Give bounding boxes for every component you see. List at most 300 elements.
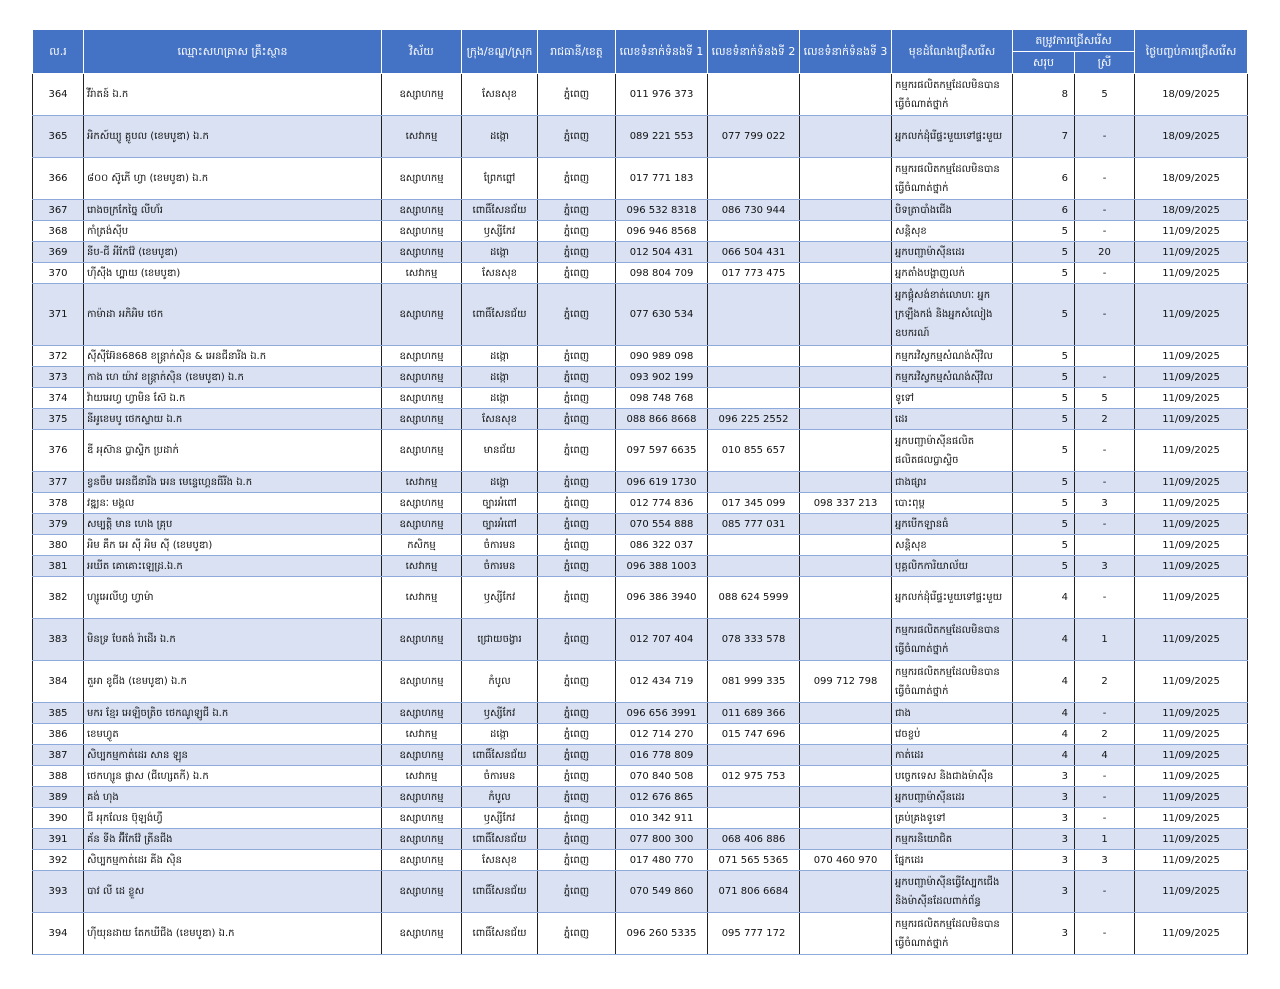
row-phone1: 096 656 3991 <box>616 703 708 724</box>
row-female: - <box>1075 158 1135 200</box>
row-phone2: 081 999 335 <box>708 661 800 703</box>
row-deadline: 11/09/2025 <box>1135 577 1248 619</box>
row-company: បាវ លី ដេ ខ្លួស <box>84 871 382 913</box>
row-no: 371 <box>33 284 84 346</box>
row-no: 385 <box>33 703 84 724</box>
row-district: កំបូល <box>462 661 538 703</box>
row-phone3 <box>800 577 892 619</box>
header-total: សរុប <box>1013 52 1075 74</box>
row-phone1: 070 840 508 <box>616 766 708 787</box>
row-phone1: 097 597 6635 <box>616 430 708 472</box>
row-company: ជី អុកលែន ប៊ុឡង់ហ្វឺ <box>84 808 382 829</box>
header-phone3: លេខទំនាក់ទំនងទី 3 <box>800 30 892 74</box>
row-phone2: 017 773 475 <box>708 263 800 284</box>
row-phone1: 088 866 8668 <box>616 409 708 430</box>
row-phone2 <box>708 346 800 367</box>
row-district: ច្បារអំពៅ <box>462 493 538 514</box>
row-position: វេចខ្ចប់ <box>892 724 1013 745</box>
row-district: សែនសុខ <box>462 74 538 116</box>
row-district: ច្បារអំពៅ <box>462 514 538 535</box>
row-total: 4 <box>1013 703 1075 724</box>
row-phone3 <box>800 409 892 430</box>
row-female: - <box>1075 703 1135 724</box>
row-position: ផ្នែកដេរ <box>892 850 1013 871</box>
row-district: ព្រែកព្នៅ <box>462 158 538 200</box>
row-province: ភ្នំពេញ <box>538 703 616 724</box>
row-female: - <box>1075 263 1135 284</box>
row-province: ភ្នំពេញ <box>538 787 616 808</box>
row-position: អ្នកបញ្ជាម៉ាស៊ីនធ្វើស្បែកជើង និងម៉ាស៊ីនដែលពាក់ព័ន្ធ <box>892 871 1013 913</box>
row-company: អិកស៍ឃ្យូ គ្លូបល (ខេមបូឌា) ឯ.ក <box>84 116 382 158</box>
row-phone3 <box>800 913 892 955</box>
row-company: ៨០០ ស៊ូភើ ហ្វា (ខេមបូឌា) ឯ.ក <box>84 158 382 200</box>
row-total: 5 <box>1013 388 1075 409</box>
row-sector: កសិកម្ម <box>382 535 462 556</box>
row-deadline: 18/09/2025 <box>1135 116 1248 158</box>
row-total: 5 <box>1013 242 1075 263</box>
row-province: ភ្នំពេញ <box>538 766 616 787</box>
table-row <box>33 200 1248 221</box>
row-female: 5 <box>1075 388 1135 409</box>
row-phone1: 010 342 911 <box>616 808 708 829</box>
table-row <box>33 556 1248 577</box>
row-company: អិម គឹក អេ ស៊ី អិម ស៊ី (ខេមបូឌា) <box>84 535 382 556</box>
row-phone3 <box>800 535 892 556</box>
row-deadline: 11/09/2025 <box>1135 472 1248 493</box>
row-deadline: 11/09/2025 <box>1135 535 1248 556</box>
row-sector: សេវាកម្ម <box>382 724 462 745</box>
header-position: មុខដំណែងជ្រើសរើស <box>892 30 1013 74</box>
row-position: អ្នកបើកឡានធំ <box>892 514 1013 535</box>
table-row <box>33 284 1248 346</box>
row-deadline: 11/09/2025 <box>1135 367 1248 388</box>
row-deadline: 11/09/2025 <box>1135 829 1248 850</box>
row-district: មានជ័យ <box>462 430 538 472</box>
row-phone3 <box>800 221 892 242</box>
table-row <box>33 913 1248 955</box>
row-province: ភ្នំពេញ <box>538 430 616 472</box>
row-phone1: 016 778 809 <box>616 745 708 766</box>
row-phone3 <box>800 871 892 913</box>
row-sector: សេវាកម្ម <box>382 263 462 284</box>
row-sector: ឧស្សាហកម្ម <box>382 514 462 535</box>
row-deadline: 11/09/2025 <box>1135 493 1248 514</box>
row-province: ភ្នំពេញ <box>538 116 616 158</box>
row-district: ដង្កោ <box>462 116 538 158</box>
row-no: 382 <box>33 577 84 619</box>
row-female: - <box>1075 284 1135 346</box>
row-total: 5 <box>1013 284 1075 346</box>
row-phone1: 012 676 865 <box>616 787 708 808</box>
row-total: 6 <box>1013 158 1075 200</box>
row-no: 393 <box>33 871 84 913</box>
row-no: 383 <box>33 619 84 661</box>
row-province: ភ្នំពេញ <box>538 745 616 766</box>
row-no: 389 <box>33 787 84 808</box>
row-no: 372 <box>33 346 84 367</box>
row-deadline: 11/09/2025 <box>1135 346 1248 367</box>
row-no: 365 <box>33 116 84 158</box>
row-province: ភ្នំពេញ <box>538 409 616 430</box>
row-total: 5 <box>1013 263 1075 284</box>
table-row <box>33 850 1248 871</box>
row-phone1: 096 619 1730 <box>616 472 708 493</box>
row-company: កាង ហេ យ៉ាវ ខន្រ្តាក់ស៊ិន (ខេមបូឌា) ឯ.ក <box>84 367 382 388</box>
row-phone3 <box>800 430 892 472</box>
row-phone2: 088 624 5999 <box>708 577 800 619</box>
row-female: - <box>1075 472 1135 493</box>
row-position: សន្តិសុខ <box>892 535 1013 556</box>
row-province: ភ្នំពេញ <box>538 346 616 367</box>
row-phone1: 070 549 860 <box>616 871 708 913</box>
table-row <box>33 619 1248 661</box>
row-total: 5 <box>1013 556 1075 577</box>
row-position: កម្មករវិស្វកម្មសំណង់ស៊ីវិល <box>892 367 1013 388</box>
row-no: 366 <box>33 158 84 200</box>
row-company: រោងចក្រកែច្នៃ លីហ័រ <box>84 200 382 221</box>
row-phone3 <box>800 472 892 493</box>
row-position: ជាងផ្សារ <box>892 472 1013 493</box>
row-phone2: 086 730 944 <box>708 200 800 221</box>
row-total: 8 <box>1013 74 1075 116</box>
job-vacancy-table <box>32 29 1248 955</box>
row-no: 377 <box>33 472 84 493</box>
row-total: 6 <box>1013 200 1075 221</box>
row-phone1: 012 434 719 <box>616 661 708 703</box>
row-phone2 <box>708 787 800 808</box>
row-no: 390 <box>33 808 84 829</box>
row-phone1: 077 800 300 <box>616 829 708 850</box>
row-phone2: 096 225 2552 <box>708 409 800 430</box>
row-province: ភ្នំពេញ <box>538 871 616 913</box>
row-company: នីអូខេមបូ ថេកស្ទាយ ឯ.ក <box>84 409 382 430</box>
row-position: អ្នកបញ្ជាម៉ាស៊ីនដេរ <box>892 787 1013 808</box>
row-total: 5 <box>1013 430 1075 472</box>
row-phone2 <box>708 221 800 242</box>
row-position: ដេរ <box>892 409 1013 430</box>
row-no: 379 <box>33 514 84 535</box>
row-province: ភ្នំពេញ <box>538 577 616 619</box>
row-deadline: 11/09/2025 <box>1135 766 1248 787</box>
row-company: កាម៉ាដា អភិអិម ថេក <box>84 284 382 346</box>
row-phone3 <box>800 388 892 409</box>
table-row <box>33 766 1248 787</box>
row-phone1: 098 804 709 <box>616 263 708 284</box>
row-deadline: 11/09/2025 <box>1135 221 1248 242</box>
row-company: សិប្បកម្មកាត់ដេរ សាន ឡុន <box>84 745 382 766</box>
row-no: 364 <box>33 74 84 116</box>
row-position: កម្មករផលិតកម្មដែលមិនបានធ្វើចំណាត់ថ្នាក់ <box>892 74 1013 116</box>
row-district: ដង្កោ <box>462 388 538 409</box>
row-phone1: 012 714 270 <box>616 724 708 745</box>
row-position: បច្ចេកទេស និងជាងម៉ាស៊ីន <box>892 766 1013 787</box>
row-phone1: 098 748 768 <box>616 388 708 409</box>
row-sector: ឧស្សាហកម្ម <box>382 346 462 367</box>
row-phone2: 071 565 5365 <box>708 850 800 871</box>
row-district: ឫស្សីកែវ <box>462 703 538 724</box>
row-total: 4 <box>1013 724 1075 745</box>
row-phone2 <box>708 556 800 577</box>
row-no: 374 <box>33 388 84 409</box>
row-position: អ្នកបញ្ជាម៉ាស៊ីនដេរ <box>892 242 1013 263</box>
row-district: ចំការមន <box>462 766 538 787</box>
header-province: រាជធានី/ខេត្ត <box>538 30 616 74</box>
row-province: ភ្នំពេញ <box>538 242 616 263</box>
row-phone1: 096 532 8318 <box>616 200 708 221</box>
row-phone2: 078 333 578 <box>708 619 800 661</box>
row-position: សន្តិសុខ <box>892 221 1013 242</box>
row-phone2: 011 689 366 <box>708 703 800 724</box>
row-total: 5 <box>1013 346 1075 367</box>
row-no: 370 <box>33 263 84 284</box>
row-position: បោះពុម្ព <box>892 493 1013 514</box>
row-deadline: 11/09/2025 <box>1135 388 1248 409</box>
row-total: 5 <box>1013 472 1075 493</box>
row-company: ឌី អុស៊ាន ប្លាស្ទិក ប្រដាក់ <box>84 430 382 472</box>
row-position: អ្នកផ្គុំសង់ខាត់លោហៈ អ្នកក្រឡឹងកង់ និងអ្នកសំលៀងឧបករណ៍ <box>892 284 1013 346</box>
row-deadline: 11/09/2025 <box>1135 242 1248 263</box>
row-sector: ឧស្សាហកម្ម <box>382 158 462 200</box>
row-district: ដង្កោ <box>462 346 538 367</box>
row-female: 2 <box>1075 409 1135 430</box>
row-province: ភ្នំពេញ <box>538 850 616 871</box>
row-sector: ឧស្សាហកម្ម <box>382 388 462 409</box>
row-district: ចំការមន <box>462 535 538 556</box>
row-province: ភ្នំពេញ <box>538 74 616 116</box>
row-phone1: 017 480 770 <box>616 850 708 871</box>
row-phone3: 098 337 213 <box>800 493 892 514</box>
row-phone2: 012 975 753 <box>708 766 800 787</box>
row-deadline: 11/09/2025 <box>1135 284 1248 346</box>
row-position: កម្មករផលិតកម្មដែលមិនបានធ្វើចំណាត់ថ្នាក់ <box>892 913 1013 955</box>
table-row <box>33 577 1248 619</box>
row-phone1: 096 946 8568 <box>616 221 708 242</box>
table-row <box>33 745 1248 766</box>
row-deadline: 11/09/2025 <box>1135 263 1248 284</box>
row-phone3 <box>800 745 892 766</box>
row-sector: សេវាកម្ម <box>382 116 462 158</box>
row-phone2 <box>708 158 800 200</box>
row-female: 3 <box>1075 493 1135 514</box>
row-position: កាត់ដេរ <box>892 745 1013 766</box>
row-female: - <box>1075 808 1135 829</box>
row-position: អ្នកលក់ដុំរើផ្ទះមួយទៅផ្ទះមួយ <box>892 577 1013 619</box>
row-district: ដង្កោ <box>462 367 538 388</box>
row-no: 375 <box>33 409 84 430</box>
row-total: 5 <box>1013 367 1075 388</box>
row-no: 392 <box>33 850 84 871</box>
row-district: សែនសុខ <box>462 850 538 871</box>
header-district: ក្រុង/ខណ្ឌ/ស្រុក <box>462 30 538 74</box>
row-sector: ឧស្សាហកម្ម <box>382 913 462 955</box>
header-company: ឈ្មោះសហគ្រាស គ្រឹះស្ថាន <box>84 30 382 74</box>
row-female: 2 <box>1075 724 1135 745</box>
row-phone1: 012 504 431 <box>616 242 708 263</box>
row-total: 3 <box>1013 766 1075 787</box>
row-province: ភ្នំពេញ <box>538 556 616 577</box>
row-female: 20 <box>1075 242 1135 263</box>
row-province: ភ្នំពេញ <box>538 367 616 388</box>
row-total: 4 <box>1013 745 1075 766</box>
row-district: ពោធិ៍សែនជ័យ <box>462 913 538 955</box>
row-phone3 <box>800 158 892 200</box>
row-phone2: 066 504 431 <box>708 242 800 263</box>
row-female: - <box>1075 514 1135 535</box>
row-province: ភ្នំពេញ <box>538 913 616 955</box>
row-female: - <box>1075 367 1135 388</box>
table-row <box>33 430 1248 472</box>
row-province: ភ្នំពេញ <box>538 619 616 661</box>
row-deadline: 11/09/2025 <box>1135 409 1248 430</box>
row-sector: ឧស្សាហកម្ម <box>382 409 462 430</box>
row-sector: ឧស្សាហកម្ម <box>382 619 462 661</box>
table-row <box>33 367 1248 388</box>
row-district: ឫស្សីកែវ <box>462 577 538 619</box>
row-sector: សេវាកម្ម <box>382 556 462 577</box>
row-total: 3 <box>1013 829 1075 850</box>
row-female: 3 <box>1075 850 1135 871</box>
row-position: កម្មករផលិតកម្មដែលមិនបានធ្វើចំណាត់ថ្នាក់ <box>892 661 1013 703</box>
row-company: វ៉ាយអេហ្វ ហ្វាមិន ស៊ែ ឯ.ក <box>84 388 382 409</box>
row-sector: សេវាកម្ម <box>382 766 462 787</box>
row-phone2 <box>708 472 800 493</box>
row-phone1: 089 221 553 <box>616 116 708 158</box>
table-row <box>33 116 1248 158</box>
row-company: ថេកហ្សូន ផ្លាស (ជីហ្សេតកី) ឯ.ក <box>84 766 382 787</box>
row-company: ហ៊ីស៊ីង ហ្គ្លាយ (ខេមបូឌា) <box>84 263 382 284</box>
row-province: ភ្នំពេញ <box>538 493 616 514</box>
row-phone3: 070 460 970 <box>800 850 892 871</box>
row-phone1: 012 707 404 <box>616 619 708 661</box>
row-no: 368 <box>33 221 84 242</box>
row-phone3 <box>800 74 892 116</box>
table-row <box>33 346 1248 367</box>
row-sector: ឧស្សាហកម្ម <box>382 703 462 724</box>
row-total: 7 <box>1013 116 1075 158</box>
row-deadline: 11/09/2025 <box>1135 703 1248 724</box>
row-female: - <box>1075 200 1135 221</box>
row-phone2: 095 777 172 <box>708 913 800 955</box>
row-company: តួអា ខូជីង (ខេមបូឌា) ឯ.ក <box>84 661 382 703</box>
row-province: ភ្នំពេញ <box>538 829 616 850</box>
row-phone2 <box>708 388 800 409</box>
row-province: ភ្នំពេញ <box>538 388 616 409</box>
row-female: - <box>1075 913 1135 955</box>
row-female: 4 <box>1075 745 1135 766</box>
row-female <box>1075 535 1135 556</box>
row-company: ខ្វនចឹម អេនជីនារីង អេន មេន្ទេហ្គេនធីរីង ឯ.ក <box>84 472 382 493</box>
row-district: សែនសុខ <box>462 409 538 430</box>
row-sector: ឧស្សាហកម្ម <box>382 493 462 514</box>
row-sector: ឧស្សាហកម្ម <box>382 284 462 346</box>
row-no: 376 <box>33 430 84 472</box>
table-row <box>33 409 1248 430</box>
row-district: ដង្កោ <box>462 724 538 745</box>
row-total: 5 <box>1013 514 1075 535</box>
row-province: ភ្នំពេញ <box>538 661 616 703</box>
row-total: 3 <box>1013 913 1075 955</box>
row-position: អ្នកលក់ដុំរើផ្ទះមួយទៅផ្ទះមួយ <box>892 116 1013 158</box>
row-province: ភ្នំពេញ <box>538 535 616 556</box>
row-deadline: 11/09/2025 <box>1135 514 1248 535</box>
row-company: មករ ខ្មែរ អេឡិចត្រិច ថេកណូឡូជី ឯ.ក <box>84 703 382 724</box>
row-no: 387 <box>33 745 84 766</box>
row-deadline: 11/09/2025 <box>1135 619 1248 661</box>
row-sector: ឧស្សាហកម្ម <box>382 871 462 913</box>
row-company: ស៊ីស៊ីអ៊ែន6868 ខន្រ្តាក់ស៊ិន & អេនជីនារីង ឯ.ក <box>84 346 382 367</box>
row-phone2: 077 799 022 <box>708 116 800 158</box>
row-sector: ឧស្សាហកម្ម <box>382 808 462 829</box>
row-deadline: 11/09/2025 <box>1135 787 1248 808</box>
row-phone2: 071 806 6684 <box>708 871 800 913</box>
row-sector: ឧស្សាហកម្ម <box>382 221 462 242</box>
row-total: 3 <box>1013 871 1075 913</box>
table-row <box>33 493 1248 514</box>
row-phone1: 017 771 183 <box>616 158 708 200</box>
row-province: ភ្នំពេញ <box>538 263 616 284</box>
row-district: ចំការមន <box>462 556 538 577</box>
row-phone1: 096 260 5335 <box>616 913 708 955</box>
row-phone1: 096 388 1003 <box>616 556 708 577</box>
table-row <box>33 808 1248 829</box>
row-sector: សេវាកម្ម <box>382 577 462 619</box>
row-company: សម្បត្តិ មាន ហេង គ្រុប <box>84 514 382 535</box>
row-no: 369 <box>33 242 84 263</box>
table-row <box>33 388 1248 409</box>
row-sector: ឧស្សាហកម្ម <box>382 829 462 850</box>
row-phone2: 017 345 099 <box>708 493 800 514</box>
row-position: ទូទៅ <box>892 388 1013 409</box>
table-row <box>33 242 1248 263</box>
table-row <box>33 221 1248 242</box>
row-phone3 <box>800 367 892 388</box>
row-phone3 <box>800 263 892 284</box>
row-female: - <box>1075 116 1135 158</box>
row-district: ឫស្សីកែវ <box>462 221 538 242</box>
table-row <box>33 263 1248 284</box>
header-sector: វិស័យ <box>382 30 462 74</box>
row-company: គ័ន ទីង អ៊ីកែវ៉ែ ត្រីនជីង <box>84 829 382 850</box>
row-total: 5 <box>1013 221 1075 242</box>
row-no: 380 <box>33 535 84 556</box>
row-province: ភ្នំពេញ <box>538 724 616 745</box>
row-position: បិទត្រាបាំងជើង <box>892 200 1013 221</box>
row-province: ភ្នំពេញ <box>538 808 616 829</box>
row-phone3 <box>800 284 892 346</box>
row-total: 5 <box>1013 535 1075 556</box>
table-row <box>33 74 1248 116</box>
row-province: ភ្នំពេញ <box>538 284 616 346</box>
row-deadline: 11/09/2025 <box>1135 871 1248 913</box>
row-province: ភ្នំពេញ <box>538 472 616 493</box>
row-female: - <box>1075 871 1135 913</box>
row-sector: ឧស្សាហកម្ម <box>382 367 462 388</box>
row-province: ភ្នំពេញ <box>538 221 616 242</box>
row-total: 4 <box>1013 619 1075 661</box>
row-company: វឌ្ឍនៈ មង្គល <box>84 493 382 514</box>
row-sector: ឧស្សាហកម្ម <box>382 242 462 263</box>
header-need: តម្រូវការជ្រើសរើស <box>1013 30 1135 52</box>
row-female: 5 <box>1075 74 1135 116</box>
row-phone3 <box>800 242 892 263</box>
row-sector: ឧស្សាហកម្ម <box>382 745 462 766</box>
row-phone3 <box>800 703 892 724</box>
row-company: ហ៊ីយុនដាយ តែកឃីជីង (ខេមបូឌា) ឯ.ក <box>84 913 382 955</box>
header-phone1: លេខទំនាក់ទំនងទី 1 <box>616 30 708 74</box>
row-sector: ឧស្សាហកម្ម <box>382 200 462 221</box>
row-company: អឃីត គោគោះឡេដ្រ.ឯ.ក <box>84 556 382 577</box>
table-row <box>33 829 1248 850</box>
